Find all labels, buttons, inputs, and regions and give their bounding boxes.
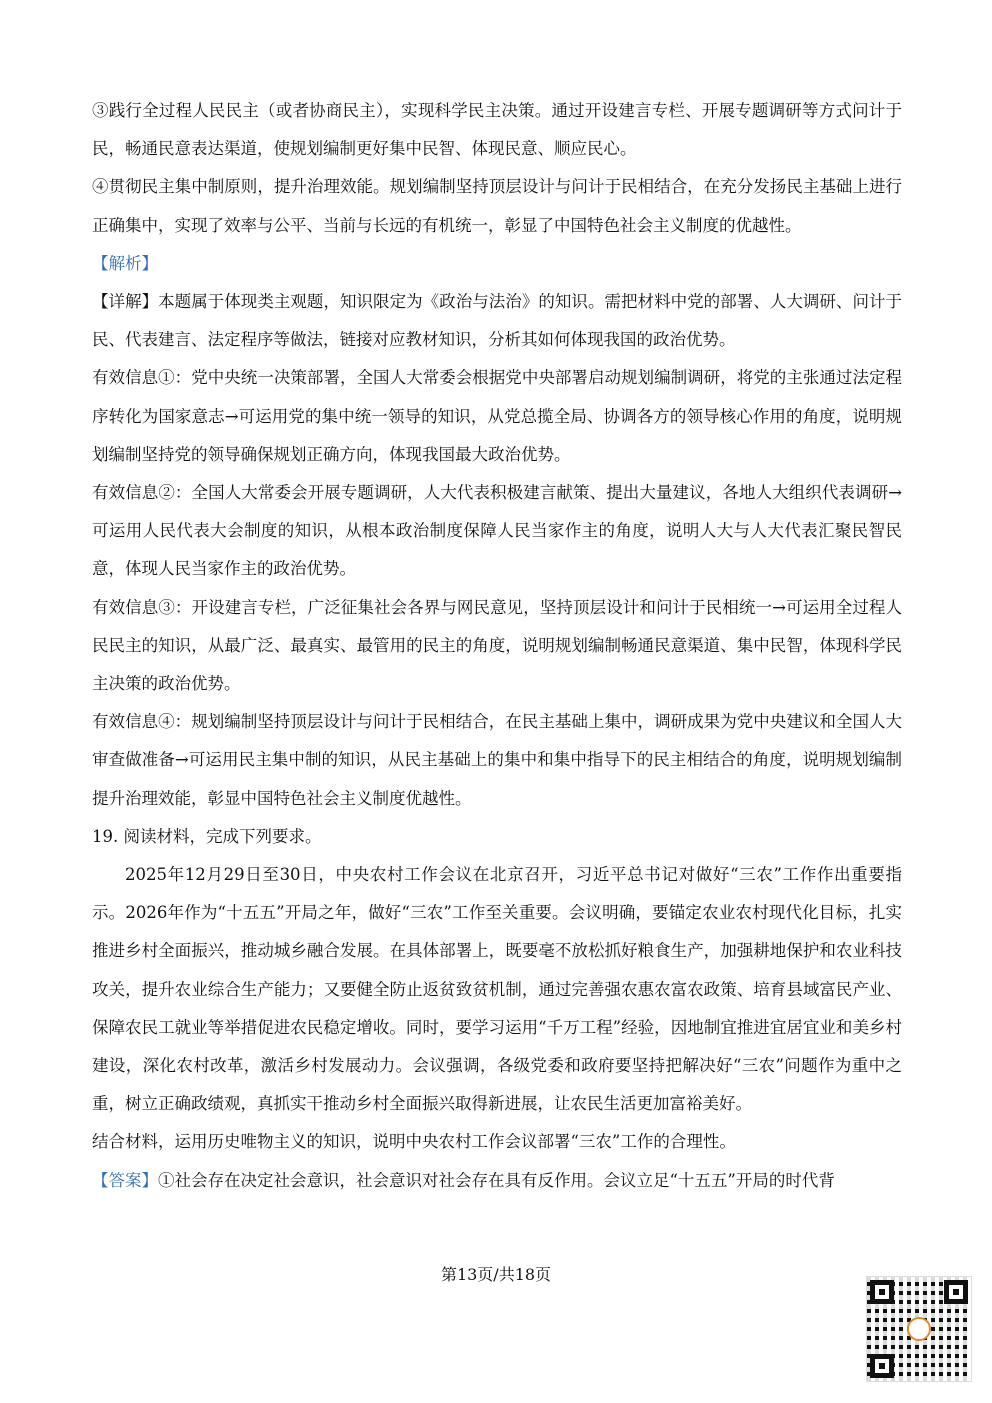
qr-code-icon	[866, 1276, 972, 1382]
answer-tag: 【答案】	[92, 1170, 158, 1190]
info-2: 有效信息②：全国人大常委会开展专题调研，人大代表积极建言献策、提出大量建议，各地人大组织代表调研→可运用人民代表大会制度的知识，从根本政治制度保障人民当家作主的角度，说明人大与人大代表汇聚民智民意，体现人民当家作主的政治优势。	[92, 483, 902, 579]
point-4: ④贯彻民主集中制原则，提升治理效能。规划编制坚持顶层设计与问计于民相结合，在充分发扬民主基础上进行正确集中，实现了效率与公平、当前与长远的有机统一，彰显了中国特色社会主义制度的优越性。	[92, 177, 902, 235]
answer-line	[92, 1162, 902, 1200]
question-title: 19. 阅读材料，完成下列要求。	[92, 826, 322, 846]
page-footer: 第13页/共18页	[440, 1265, 552, 1284]
material-paragraph: 2025年12月29日至30日，中央农村工作会议在北京召开，习近平总书记对做好“三农”工作作出重要指示。2026年作为“十五五”开局之年，做好“三农”工作至关重要。会议明确，要锚定农业农村现代化目标，扎实推进乡村全面振兴，推动城乡融合发展。在具体部署上，既要毫不放松抓好粮食生产，加强耕地保护和农业科技攻关，提升农业综合生产能力；又要健全防止返贫致贫机制，通过完善强农惠农富农政策、培育县域富民产业、保障农民工就业等举措促进农民稳定增收。同时，要学习运用“千万工程”经验，因地制宜推进宜居宜业和美乡村建设，深化农村改革，激活乡村发展动力。会议强调，各级党委和政府要坚持把解决好“三农”问题作为重中之重，树立正确政绩观，真抓实干推动乡村全面振兴取得新进展，让农民生活更加富裕美好。	[92, 865, 902, 1114]
info-3: 有效信息③：开设建言专栏，广泛征集社会各界与网民意见，坚持顶层设计和问计于民相统一→可运用全过程人民民主的知识，从最广泛、最真实、最管用的民主的角度，说明规划编制畅通民意渠道、集中民智，体现科学民主决策的政治优势。	[92, 597, 902, 694]
analysis-heading	[92, 245, 902, 283]
requirement: 结合材料，运用历史唯物主义的知识，说明中央农村工作会议部署“三农”工作的合理性。	[92, 1132, 736, 1152]
analysis-tag: 【解析】	[92, 253, 158, 273]
answer-text: ①社会存在决定社会意识，社会意识对社会存在具有反作用。会议立足“十五五”开局的时代背	[158, 1170, 835, 1190]
info-4: 有效信息④：规划编制坚持顶层设计与问计于民相结合，在民主基础上集中，调研成果为党中央建议和全国人大审查做准备→可运用民主集中制的知识，从民主基础上的集中和集中指导下的民主相结合的角度，说明规划编制提升治理效能，彰显中国特色社会主义制度优越性。	[92, 712, 902, 808]
info-1: 有效信息①：党中央统一决策部署，全国人大常委会根据党中央部署启动规划编制调研，将党的主张通过法定程序转化为国家意志→可运用党的集中统一领导的知识，从党总揽全局、协调各方的领导核心作用的角度，说明规划编制坚持党的领导确保规划正确方向，体现我国最大政治优势。	[92, 368, 902, 464]
point-3: ③践行全过程人民民主（或者协商民主），实现科学民主决策。通过开设建言专栏、开展专题调研等方式问计于民，畅通民意表达渠道，使规划编制更好集中民智、体现民意、顺应民心。	[92, 101, 902, 159]
document-body	[92, 92, 902, 1200]
detail-paragraph: 【详解】本题属于体现类主观题，知识限定为《政治与法治》的知识。需把材料中党的部署、人大调研、问计于民、代表建言、法定程序等做法，链接对应教材知识，分析其如何体现我国的政治优势。	[92, 292, 902, 350]
